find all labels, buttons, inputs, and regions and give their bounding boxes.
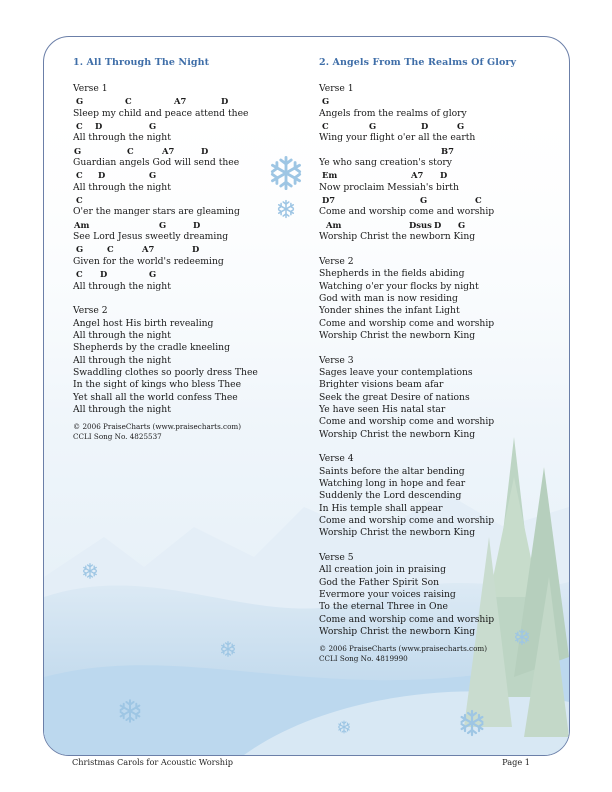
lyric-line: Come and worship come and worship (319, 317, 495, 329)
lyric-line: Watching long in hope and fear (319, 478, 466, 489)
lyric-line: Swaddling clothes so poorly dress Thee (73, 366, 258, 378)
chord: D (193, 219, 201, 230)
chord: Dsus (409, 219, 432, 230)
chord-line (73, 120, 258, 132)
chord: A7 (142, 244, 155, 255)
chord: C (322, 121, 329, 132)
chord: D (440, 170, 448, 181)
chord: G (74, 145, 82, 156)
lyric-line: Given for the world's redeeming (73, 255, 224, 267)
chord: C (107, 244, 114, 255)
lyric-line: In His temple shall appear (319, 502, 443, 514)
verse-label: Verse 3 (319, 354, 354, 366)
chord: C (76, 195, 83, 206)
lyric-line: Come and worship come and worship (319, 515, 495, 527)
chord: G (420, 195, 428, 206)
lyric-line: All through the night (73, 329, 171, 341)
lyric-line: Now proclaim Messiah's birth (319, 181, 459, 193)
lyric-line: See Lord Jesus sweetly dreaming (73, 231, 229, 243)
chord: C (125, 96, 132, 107)
lyric-line: Worship Christ the newborn King (319, 329, 476, 341)
stanza-gap (319, 441, 494, 453)
chord: G (322, 96, 330, 107)
chord: Am (74, 219, 90, 230)
chord: C (475, 195, 482, 206)
lyric-line: All through the night (73, 354, 171, 366)
lyric-line: Brighter visions beam afar (319, 379, 444, 391)
chord: D (100, 269, 108, 280)
chord: C (76, 269, 83, 280)
song-body (73, 83, 258, 442)
chord-line (319, 194, 494, 206)
page-frame (43, 36, 570, 756)
copyright-notice (73, 422, 258, 442)
chord: D (221, 96, 229, 107)
chord: G (149, 269, 157, 280)
lyric-line: Shepherds in the fields abiding (319, 268, 465, 280)
lyric-line: Evermore your voices raising (319, 589, 456, 601)
verse-label: Verse 4 (319, 453, 354, 465)
lyric-line: Yonder shines the infant Light (319, 305, 460, 317)
lyric-line: Worship Christ the newborn King (319, 231, 476, 243)
verse-label: Verse 2 (319, 255, 354, 267)
lyric-line: Suddenly the Lord descending (319, 490, 462, 502)
lyric-line: All through the night (73, 181, 171, 193)
chord: D (434, 219, 442, 230)
lyric-line: Sleep my child and peace attend thee (73, 107, 249, 119)
stanza-gap (319, 540, 494, 552)
stanza-gap (319, 342, 494, 354)
lyric-line: Seek the great Desire of nations (319, 391, 470, 403)
chord: D (201, 145, 209, 156)
lyric-line: Wing your flight o'er all the earth (319, 132, 476, 144)
chord-line (73, 169, 258, 181)
copyright-line: CCLI Song No. 4819990 (319, 654, 408, 664)
lyric-line: God the Father Spirit Son (319, 576, 440, 588)
chord: D (98, 170, 106, 181)
lyric-line: Come and worship come and worship (319, 416, 495, 428)
song-title: 1. All Through The Night (73, 57, 210, 68)
lyric-line: Angels from the realms of glory (319, 107, 467, 119)
chord: C (127, 145, 134, 156)
chord: G (149, 170, 157, 181)
footer-page-number: Page 1 (502, 757, 530, 767)
chord: G (369, 121, 377, 132)
copyright-notice (319, 644, 494, 664)
lyric-line: Come and worship come and worship (319, 206, 495, 218)
lyric-line: To the eternal Three in One (319, 601, 448, 613)
lyric-line: All creation join in praising (319, 564, 446, 576)
chord: D (421, 121, 429, 132)
chord-line (73, 145, 258, 157)
lyric-line: Worship Christ the newborn King (319, 527, 476, 539)
lyric-line: Yet shall all the world confess Thee (73, 391, 238, 403)
lyric-line: God with man is now residing (319, 292, 458, 304)
song-title: 2. Angels From The Realms Of Glory (319, 57, 517, 68)
lyric-line: Come and worship come and worship (319, 613, 495, 625)
chord-line (73, 243, 258, 255)
verse-label: Verse 1 (73, 83, 108, 94)
lyric-line: Worship Christ the newborn King (319, 428, 476, 440)
chord: A7 (174, 96, 187, 107)
chord: C (76, 121, 83, 132)
chord: A7 (411, 170, 424, 181)
chord: Em (322, 170, 338, 181)
lyric-line: Shepherds by the cradle kneeling (73, 342, 230, 354)
chord: D (192, 244, 200, 255)
lyric-line: Ye have seen His natal star (319, 403, 446, 415)
chord-line (319, 169, 494, 181)
chord: Am (326, 219, 342, 230)
chord: G (149, 121, 157, 132)
lyric-line: Saints before the altar bending (319, 465, 465, 477)
chord-line (73, 219, 258, 231)
chord: B7 (441, 145, 454, 156)
copyright-line: CCLI Song No. 4825537 (73, 432, 162, 442)
lyric-line: All through the night (73, 403, 171, 415)
chord: D7 (322, 195, 336, 206)
song-body (319, 83, 494, 664)
chord: G (457, 121, 465, 132)
stanza-gap (319, 243, 494, 255)
lyric-line: Angel host His birth revealing (73, 317, 214, 329)
footer-book-title: Christmas Carols for Acoustic Worship (72, 757, 233, 767)
lyric-line: O'er the manger stars are gleaming (73, 206, 240, 218)
chord: C (76, 170, 83, 181)
chord: G (159, 219, 167, 230)
lyric-line: Guardian angels God will send thee (73, 157, 240, 169)
chord: A7 (162, 145, 175, 156)
lyric-line: Watching o'er your flocks by night (319, 280, 479, 292)
chord: G (458, 219, 466, 230)
lyric-line: Sages leave your contemplations (319, 366, 473, 378)
chord: D (95, 121, 103, 132)
chord-line (319, 219, 494, 231)
chord-line (73, 268, 258, 280)
copyright-line: © 2006 PraiseCharts (www.praisecharts.com) (73, 422, 242, 432)
chord-line (73, 95, 258, 107)
verse-label: Verse 2 (73, 305, 108, 317)
copyright-line: © 2006 PraiseCharts (www.praisecharts.com) (319, 644, 488, 654)
chord: G (76, 96, 84, 107)
lyric-line: Ye who sang creation's story (319, 157, 452, 169)
verse-label: Verse 5 (319, 552, 354, 564)
stanza-gap (73, 293, 258, 305)
verse-label: Verse 1 (319, 83, 354, 94)
lyric-line: All through the night (73, 132, 171, 144)
lyric-line: Worship Christ the newborn King (319, 626, 476, 638)
chord-line (319, 95, 494, 107)
chord: G (76, 244, 84, 255)
chord-line (319, 120, 494, 132)
chord-line (73, 194, 258, 206)
lyric-line: All through the night (73, 280, 171, 292)
lyric-line: In the sight of kings who bless Thee (73, 379, 242, 391)
chord-line (319, 145, 494, 157)
